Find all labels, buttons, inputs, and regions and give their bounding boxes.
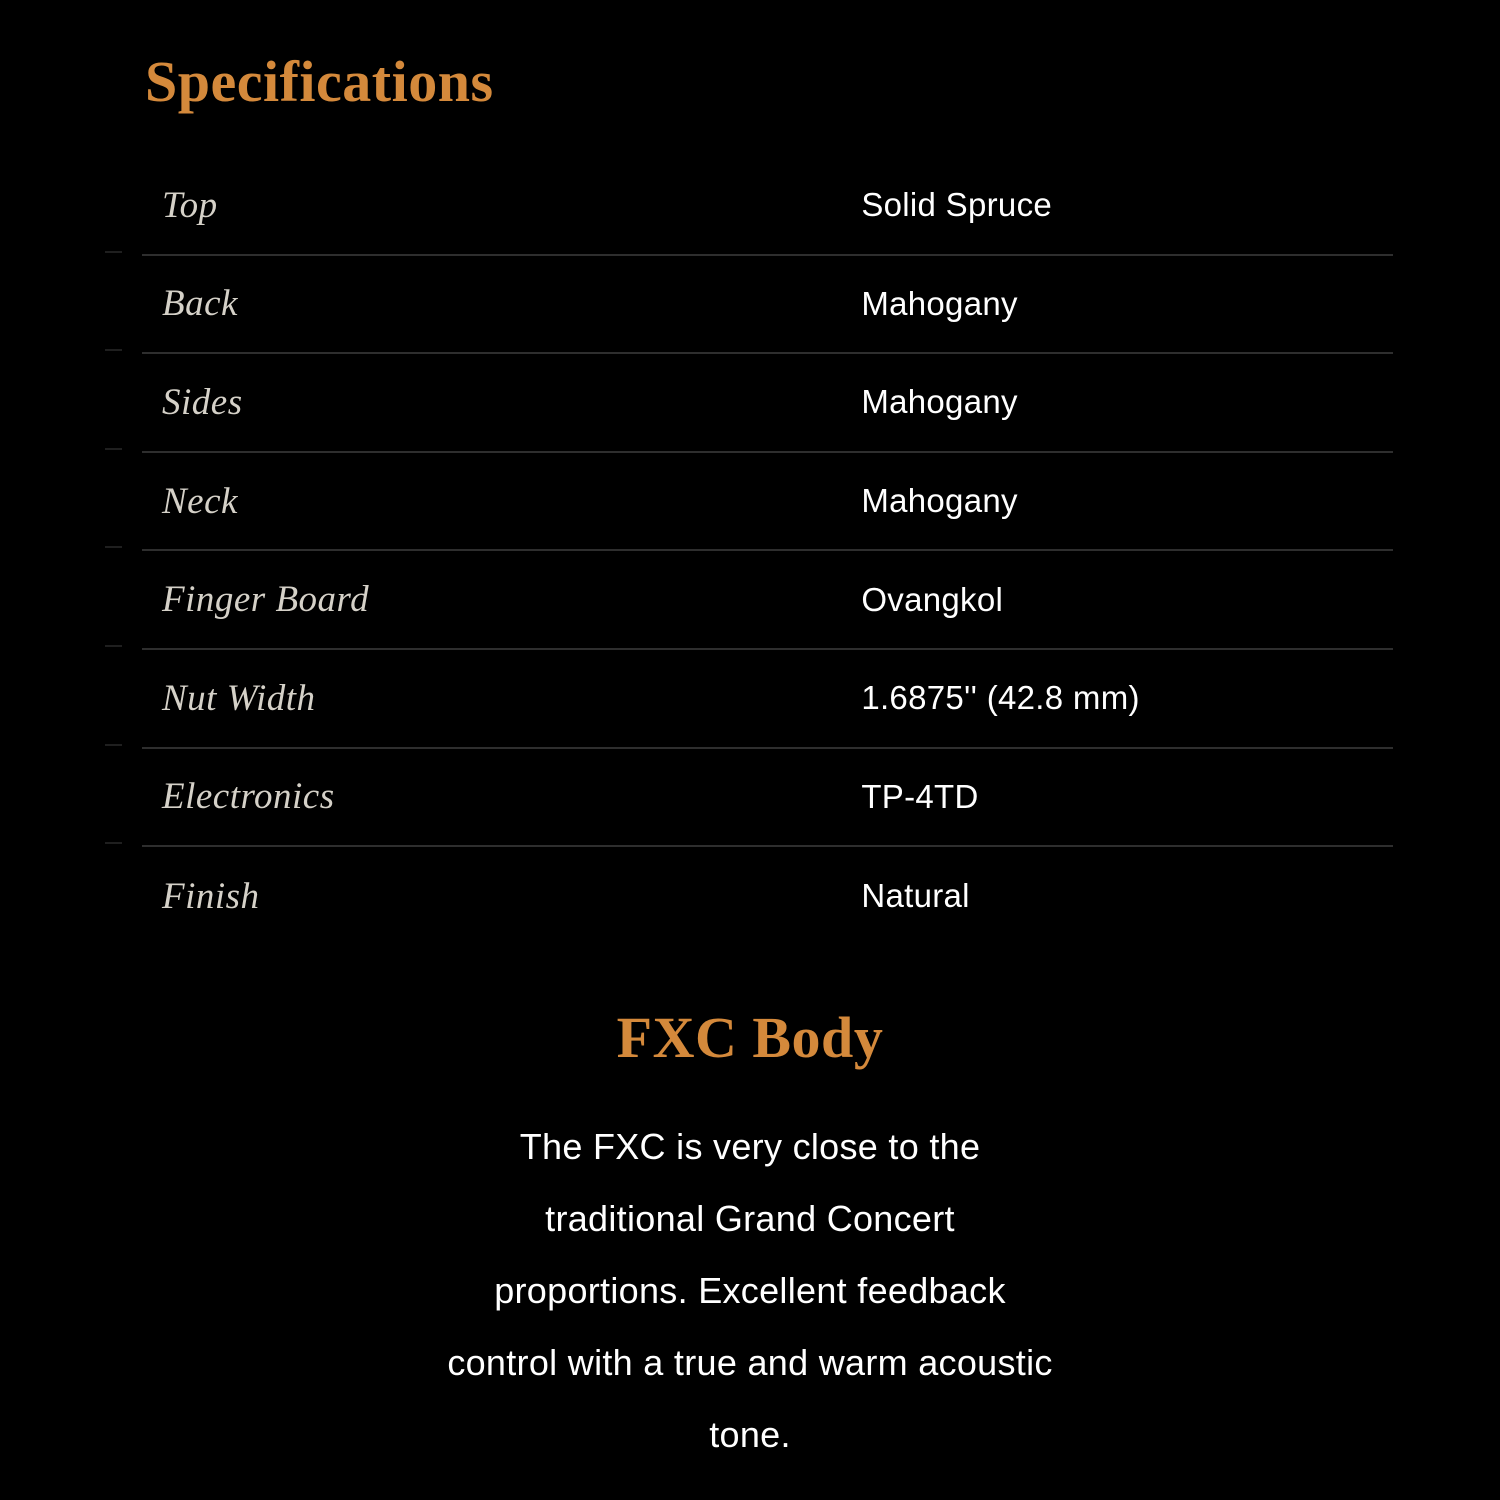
table-row (142, 551, 1393, 650)
spec-label-electronics: Electronics (162, 776, 335, 818)
spec-label-finish: Finish (162, 875, 260, 917)
spec-label-nut-width: Nut Width (162, 677, 316, 719)
specifications-table (142, 157, 1393, 946)
spec-value-nut-width: 1.6875'' (42.8 mm) (861, 679, 1140, 717)
table-row (142, 847, 1393, 946)
spec-label-sides: Sides (162, 381, 243, 423)
spec-label-finger-board: Finger Board (162, 579, 370, 621)
table-row (142, 453, 1393, 552)
spec-value-back: Mahogany (861, 284, 1018, 322)
description-line: traditional Grand Concert (545, 1197, 955, 1239)
description-line: proportions. Excellent feedback (494, 1269, 1006, 1311)
spec-value-finish: Natural (861, 877, 970, 915)
description-line: control with a true and warm acoustic (447, 1341, 1053, 1383)
table-row (142, 650, 1393, 749)
fxc-body-title: FXC Body (616, 1004, 884, 1070)
spec-value-electronics: TP-4TD (861, 777, 979, 815)
description-line: The FXC is very close to the (519, 1125, 981, 1167)
fxc-body-section (100, 1004, 1400, 1471)
table-row (142, 157, 1393, 256)
spec-label-back: Back (162, 283, 238, 325)
description-line: tone. (709, 1413, 791, 1455)
table-row (142, 749, 1393, 848)
table-row (142, 256, 1393, 355)
fxc-body-description (100, 1111, 1400, 1471)
spec-value-finger-board: Ovangkol (861, 580, 1004, 618)
spec-value-neck: Mahogany (861, 482, 1018, 520)
spec-label-neck: Neck (162, 480, 238, 522)
spec-label-top: Top (162, 184, 218, 226)
spec-value-top: Solid Spruce (861, 186, 1053, 224)
spec-value-sides: Mahogany (861, 383, 1018, 421)
table-row (142, 354, 1393, 453)
specifications-title: Specifications (145, 49, 494, 114)
